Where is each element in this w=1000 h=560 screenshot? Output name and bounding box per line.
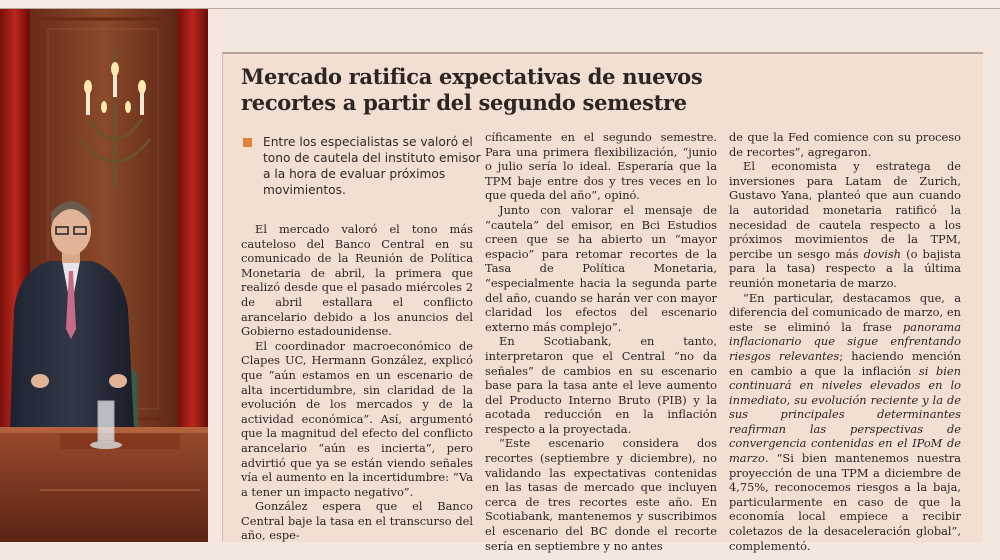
italic-quote: panorama inflacionario que sigue enfrentando riesgos relevantes [729, 319, 961, 363]
italic-term: dovish [863, 246, 902, 261]
top-rule [0, 0, 1000, 9]
text-run: ; haciendo mención en cambio a que la inflación [729, 348, 961, 378]
paragraph: cíficamente en el segundo semestre. Para una primera flexibilización, “junio o julio sería lo ideal. Esperaría que la TPM baje entre dos y tres veces en lo que queda del año”, opinó. [485, 130, 717, 203]
headline-line-2: recortes a partir del segundo semestre [241, 90, 687, 115]
paragraph [729, 159, 961, 290]
paragraph: En Scotiabank, en tanto, interpretaron que el Central “no da señales” de cambios en su escenario base para la tasa ante el leve aumento del Producto Interno Bruto (PIB) y la acotada reducción en la inflación respecto a la proyectada. [485, 334, 717, 436]
portrait-photo [0, 9, 208, 542]
text-run: “En particular, destacamos que, a diferencia del comunicado de marzo, en este se eliminó la frase [729, 290, 961, 334]
paragraph: Junto con valorar el mensaje de “cautela” del emisor, en Bci Estudios creen que se ha abierto un “mayor espacio” para retomar recortes de la Tasa de Política Monetaria, “especialmente hacia la segunda parte del año, cuando se harán ver con mayor claridad los efectos del escenario externo más complejo”. [485, 202, 717, 334]
text-run: (o bajista para la tasa) respecto a la última reunión monetaria de marzo. [729, 246, 961, 290]
paragraph: El mercado valoró el tono más cauteloso del Banco Central en su comunicado de la Reunión de Política Monetaria de abril, la primera que realizó desde que el pasado miércoles 2 de abril estallara el conflicto arancelario debido a los anuncios del Gobierno estadounidense. [241, 222, 473, 339]
italic-quote: si bien continuará en niveles elevados en lo inmediato, su evolución reciente y la de sus principales determinantes reafirman las perspectivas de convergencia contenidas en el IPoM de marzo [729, 363, 961, 466]
lead-text: Entre los especialistas se valoró el tono de cautela del instituto emisor a la hora de evaluar próximos movimientos. [263, 135, 481, 197]
square-bullet-icon [243, 138, 252, 147]
headline-line-1: Mercado ratifica expectativas de nuevos [241, 64, 703, 89]
article-lead [243, 134, 483, 198]
paragraph: de que la Fed comience con su proceso de recortes”, agregaron. [729, 130, 961, 159]
article-headline [241, 64, 801, 116]
paragraph: El coordinador macroeconómico de Clapes UC, Hermann González, explicó que “aún estamos en un escenario de alta incertidumbre, sin claridad de la evolución de los mercados y de la actividad económica”. Así, argumentó que la magnitud del efecto del conflicto arancelario “aún es incierta”, pero advirtió que ya se están viendo señales vía el aumento en la incertidumbre: “Va a tener un impacto negativo”. [241, 338, 473, 499]
text-run: El economista y estratega de inversiones para Latam de Zurich, Gustavo Yana, planteó que aun cuando la autoridad monetaria ratificó la necesidad de cautela respecto a los próximos movimientos de la TPM, percibe un sesgo más [729, 159, 961, 261]
text-column-1 [241, 222, 473, 543]
paragraph [729, 291, 961, 554]
text-column-3 [729, 130, 961, 553]
news-article [222, 52, 983, 553]
paragraph: “Este escenario considera dos recortes (septiembre y diciembre), no validando las expectativas contenidas en las tasas de mercado que incluyen cerca de tres recortes este año. En Scotiabank, mantenemos y suscribimos el escenario del BC donde el recorte sería en septiembre y no antes [485, 436, 717, 553]
text-column-2 [485, 130, 717, 553]
text-run: . “Si bien mantenemos nuestra proyección de una TPM a diciembre de 4,75%, reconocemos riesgos a la baja, particularmente en caso de que la economía local empiece a recibir coletazos de la desaceleración global”, complementó. [729, 451, 961, 553]
paragraph: González espera que el Banco Central baje la tasa en el transcurso del año, espe- [241, 499, 473, 543]
